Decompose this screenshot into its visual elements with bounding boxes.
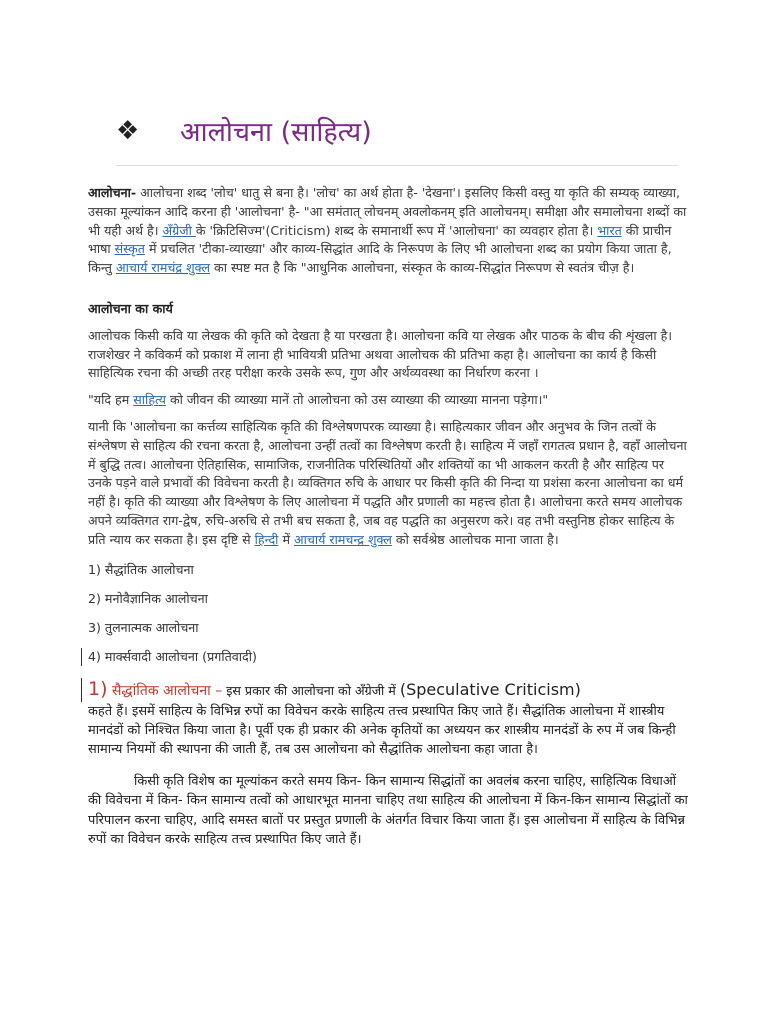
page-title: आलोचना (साहित्य) bbox=[180, 117, 372, 148]
speculative-paragraph-2: किसी कृति विशेष का मूल्यांकन करते समय किन- किन सामान्य सिद्धांतों का अवलंब करना चाहिए, साहित्यिक विधाओं की विवेचना में किन- किन सामान्य तत्वों को आधारभूत मानना चाहिए तथा साहित्य की आलोचना में किन-किन सामान्य सिद्धांतों का परिपालन करना चाहिए, आदि समस्त बातों पर प्रस्तुत प्रणाली के अंतर्गत विचार किया जाता हैं। इस आलोचना में साहित्य के विभिन्न रुपों का विवेचन करके साहित्य तत्त्व प्रस्थापित किए जाते हैं। bbox=[88, 773, 688, 847]
speculative-paragraph-1: कहते हैं। इसमें साहित्य के विभिन्न रुपों का विवेचन करके साहित्य तत्त्व प्रस्थापित किए जाते हैं। सैद्धांतिक आलोचना में शास्त्रीय मानदंडों को निश्चित किया जाता है। पूर्वी एक ही प्रकार की अनेक कृतियों का अध्ययन कर शास्त्रीय मानदंडों के रुप में जब किन्ही सामान्य नियमों की स्थापना की जाती हैं, तब उस आलोचना को सैद्धांतिक आलोचना कहा जाता है। bbox=[88, 703, 676, 758]
list-item: 2) मनोवैज्ञानिक आलोचना bbox=[88, 590, 208, 606]
intro-text: में प्रचलित 'टीका-व्याख्या' और काव्य-सिद्धांत आदि के निरूपण के लिए भी आलोचना शब्द का प्रयोग किया जाता है, किन्तु bbox=[88, 241, 672, 276]
quote-text: "यदि हम bbox=[88, 392, 134, 408]
list-item: 3) तुलनात्मक आलोचना bbox=[88, 619, 199, 635]
intro-text: के 'क्रिटिसिज्म'(Criticism) शब्द के समानार्थी रूप में 'आलोचना' का व्यवहार होता है। bbox=[195, 222, 598, 238]
work-paragraph-1: आलोचक किसी कवि या लेखक की कृति को देखता है या परखता है। आलोचना कवि या लेखक और पाठक के बीच की शृंखला है। राजशेखर ने कविकर्म को प्रकाश में लाना ही भावियत्री प्रतिभा अथवा आलोचक की प्रतिभा कहा है। आलोचना का कार्य है किसी साहित्यिक रचना की अच्छी तरह परीक्षा करके उसके रूप, गुण और अर्थव्यवस्था का निर्धारण करना । bbox=[88, 327, 673, 381]
heading-text: इस प्रकार की आलोचना को अँग्रेजी में bbox=[222, 682, 400, 698]
section-title: सैद्धांतिक आलोचना – bbox=[107, 682, 223, 699]
intro-lead: आलोचना- bbox=[88, 185, 137, 200]
work-text: यानी कि 'आलोचना का कर्त्तव्य साहित्यिक कृति की विश्लेषणपरक व्याख्या है। साहित्यकार जीवन और अनुभव के जिन तत्वों के संश्लेषण से साहित्य की रचना करता है, आलोचना उन्हीं तत्वों का विश्लेषण करती है। साहित्य में जहाँ रागतत्व प्रधान है, वहाँ आलोचना में बुद्धि तत्व। आलोचना ऐतिहासिक, सामाजिक, राजनीतिक परिस्थितियों और शक्तियों का भी आकलन करती है और साहित्य पर उनके पड़ने वाले प्रभावों की विवेचना करती है। व्यक्तिगत रुचि के आधार पर किसी कृति की निन्दा या प्रशंसा करना आलोचना का धर्म नहीं है। कृति की व्याख्या और विश्लेषण के लिए आलोचना में पद्धति और प्रणाली का महत्त्व होता है। आलोचना करते समय आलोचक अपने व्यक्तिगत राग-द्वेष, रुचि-अरुचि से तभी बच सकता है, जब वह पद्धति का अनुसरण करे। वह तभी वस्तुनिष्ठ होकर साहित्य के प्रति न्याय कर सकता है। इस दृष्टि से bbox=[88, 418, 687, 547]
list-item: 4) मार्क्सवादी आलोचना (प्रगतिवादी) bbox=[81, 648, 688, 666]
title-divider bbox=[116, 165, 678, 166]
link-hindi[interactable]: हिन्दी bbox=[254, 531, 279, 547]
article-body bbox=[88, 184, 688, 849]
link-sahitya[interactable]: साहित्य bbox=[133, 392, 166, 408]
link-sanskrit[interactable]: संस्कृत bbox=[114, 241, 145, 257]
title-row bbox=[116, 112, 372, 149]
work-text: को सर्वश्रेष्ठ आलोचक माना जाता है। bbox=[391, 531, 559, 547]
diamond-bullet-icon: ❖ bbox=[116, 115, 140, 146]
link-ramchandra-shukla-2[interactable]: आचार्य रामचन्द्र शुक्ल bbox=[293, 531, 392, 547]
list-item: 1) सैद्धांतिक आलोचना bbox=[88, 561, 194, 577]
section-number: 1) bbox=[88, 677, 108, 700]
link-english[interactable]: अँग्रेजी bbox=[162, 222, 196, 238]
work-paragraph-3 bbox=[88, 418, 688, 550]
link-ramchandra-shukla[interactable]: आचार्य रामचंद्र शुक्ल bbox=[116, 260, 211, 276]
section-heading-work: आलोचना का कार्य bbox=[88, 300, 173, 316]
quote-text: को जीवन की व्याख्या मानें तो आलोचना को उस व्याख्या की व्याख्या मानना पड़ेगा।" bbox=[165, 392, 549, 408]
english-term: (Speculative Criticism) bbox=[399, 679, 581, 699]
work-text: में bbox=[278, 531, 294, 547]
intro-text: का स्पष्ट मत है कि "आधुनिक आलोचना, संस्कृत के काव्य-सिद्धांत निरूपण से स्वतंत्र चीज़ है। bbox=[210, 260, 635, 276]
intro-text: की प्राचीन भाषा bbox=[88, 222, 672, 257]
quote-paragraph bbox=[88, 391, 688, 410]
intro-paragraph bbox=[88, 184, 688, 278]
speculative-heading bbox=[81, 678, 688, 702]
intro-text: आलोचना शब्द 'लोच' धातु से बना है। 'लोच' का अर्थ होता है- 'देखना'। इसलिए किसी वस्तु या कृति की सम्यक् व्याख्या, उसका मूल्यांकन आदि करना ही 'आलोचना' है- "आ समंतात् लोचनम् अवलोकनम् इति आलोचनम्। समीक्षा और समालोचना शब्दों का भी यही अर्थ है। bbox=[88, 185, 687, 238]
link-bharat[interactable]: भारत bbox=[597, 222, 622, 238]
